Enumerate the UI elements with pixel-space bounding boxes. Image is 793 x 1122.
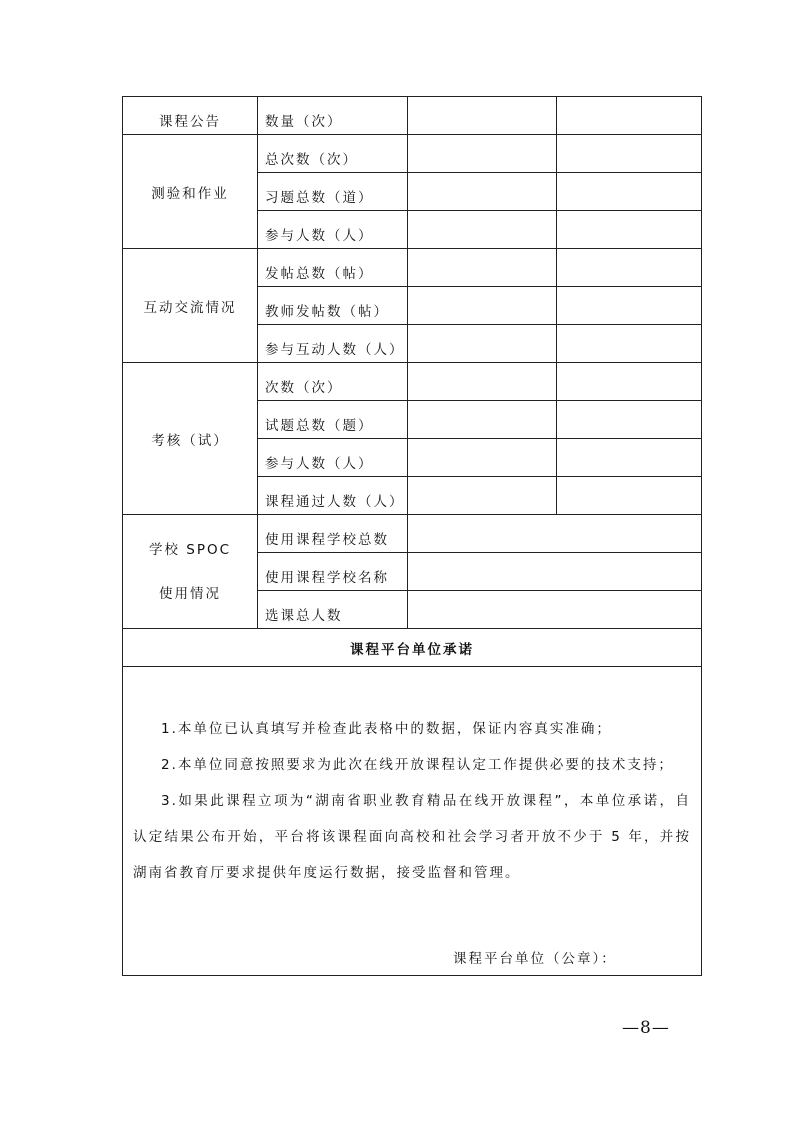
value-cell[interactable]	[408, 97, 557, 135]
pledge-item-3: 3.如果此课程立项为“湖南省职业教育精品在线开放课程”，本单位承诺，自认定结果公布开始，平台将该课程面向高校和社会学习者开放不少于 5 年，并按湖南省教育厅要求提供年度运行数据，接受监督和管理。	[133, 793, 691, 881]
value-cell[interactable]	[408, 477, 557, 515]
value-cell[interactable]	[557, 135, 702, 173]
value-cell[interactable]	[408, 287, 557, 325]
table-row	[123, 515, 702, 553]
value-cell[interactable]	[557, 439, 702, 477]
row-label: 数量（次）	[258, 97, 408, 135]
row-group-interaction: 互动交流情况	[123, 249, 258, 363]
row-label: 参与人数（人）	[258, 439, 408, 477]
signature-line: 课程平台单位（公章）：	[453, 951, 617, 967]
row-group-announcement: 课程公告	[123, 97, 258, 135]
value-cell[interactable]	[557, 477, 702, 515]
row-label: 使用课程学校总数	[258, 515, 408, 553]
row-label: 选课总人数	[258, 591, 408, 629]
spoc-label-line1: 学校 SPOC	[148, 541, 232, 558]
pledge-item-1: 1.本单位已认真填写并检查此表格中的数据，保证内容真实准确；	[161, 721, 612, 737]
pledge-text	[133, 711, 691, 891]
value-cell[interactable]	[408, 363, 557, 401]
value-cell[interactable]	[557, 325, 702, 363]
row-group-quiz: 测验和作业	[123, 135, 258, 249]
table-row	[123, 249, 702, 287]
value-cell[interactable]	[557, 97, 702, 135]
value-cell[interactable]	[557, 249, 702, 287]
value-cell[interactable]	[557, 401, 702, 439]
value-cell[interactable]	[408, 401, 557, 439]
table-row	[123, 629, 702, 667]
pledge-body	[123, 667, 702, 976]
table-row	[123, 97, 702, 135]
row-label: 次数（次）	[258, 363, 408, 401]
row-group-exam: 考核（试）	[123, 363, 258, 515]
table-row	[123, 667, 702, 976]
value-cell[interactable]	[408, 173, 557, 211]
pledge-content	[123, 667, 701, 975]
page-number: —8—	[622, 1018, 670, 1038]
row-label: 发帖总数（帖）	[258, 249, 408, 287]
pledge-title: 课程平台单位承诺	[123, 629, 702, 667]
row-group-spoc	[123, 515, 258, 629]
spoc-label-line2: 使用情况	[159, 585, 221, 602]
table-row	[123, 135, 702, 173]
table-row	[123, 363, 702, 401]
value-cell[interactable]	[557, 363, 702, 401]
row-label: 课程通过人数（人）	[258, 477, 408, 515]
row-label: 参与人数（人）	[258, 211, 408, 249]
row-label: 总次数（次）	[258, 135, 408, 173]
value-cell[interactable]	[408, 439, 557, 477]
value-cell[interactable]	[557, 211, 702, 249]
value-cell[interactable]	[408, 553, 702, 591]
value-cell[interactable]	[557, 287, 702, 325]
value-cell[interactable]	[557, 173, 702, 211]
value-cell[interactable]	[408, 325, 557, 363]
value-cell[interactable]	[408, 591, 702, 629]
row-label: 使用课程学校名称	[258, 553, 408, 591]
value-cell[interactable]	[408, 211, 557, 249]
value-cell[interactable]	[408, 249, 557, 287]
row-label: 参与互动人数（人）	[258, 325, 408, 363]
course-statistics-table	[122, 96, 702, 976]
row-label: 教师发帖数（帖）	[258, 287, 408, 325]
pledge-item-2: 2.本单位同意按照要求为此次在线开放课程认定工作提供必要的技术支持；	[161, 757, 674, 773]
value-cell[interactable]	[408, 515, 702, 553]
value-cell[interactable]	[408, 135, 557, 173]
row-label: 试题总数（题）	[258, 401, 408, 439]
row-label: 习题总数（道）	[258, 173, 408, 211]
